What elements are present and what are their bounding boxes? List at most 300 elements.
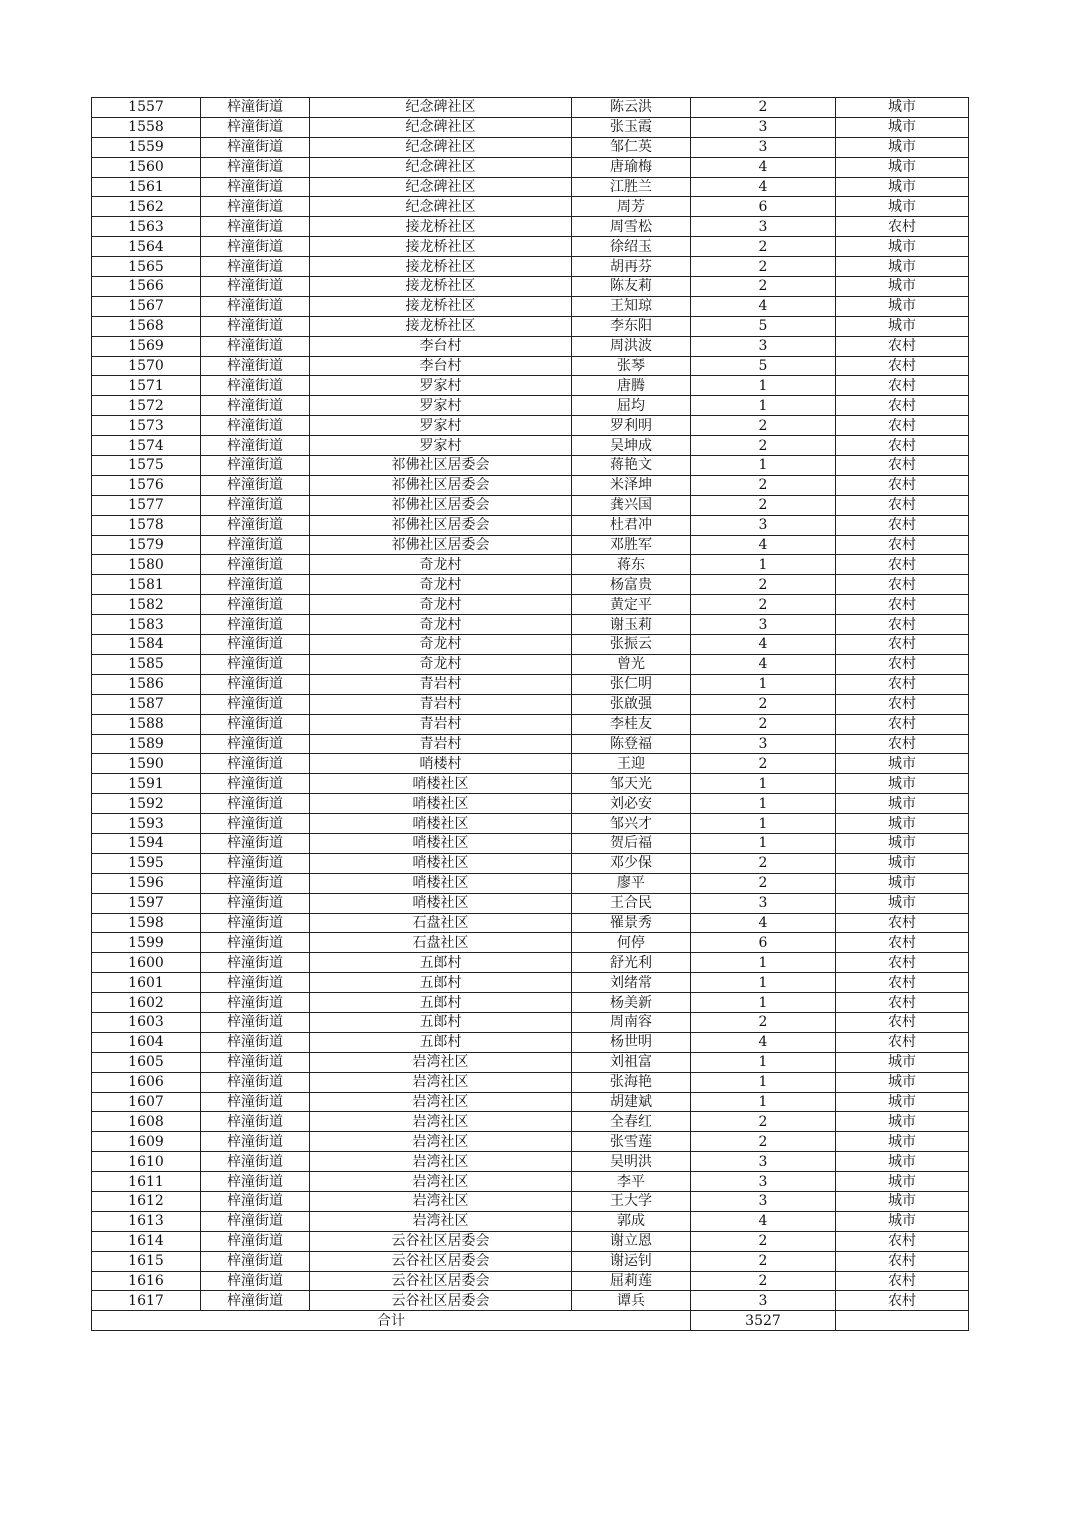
table-row: [92, 1191, 969, 1211]
street-cell: 梓潼街道: [201, 217, 310, 237]
serial-cell: 1614: [92, 1231, 201, 1251]
table-row: [92, 356, 969, 376]
table-row: [92, 1231, 969, 1251]
name-cell: 胡再芬: [572, 257, 691, 277]
count-cell: 1: [691, 555, 836, 575]
count-cell: 3: [691, 1191, 836, 1211]
count-cell: 2: [691, 575, 836, 595]
type-cell: 城市: [836, 1191, 969, 1211]
type-cell: 农村: [836, 674, 969, 694]
table-row: [92, 893, 969, 913]
table-row: [92, 953, 969, 973]
serial-cell: 1600: [92, 953, 201, 973]
table-row: [92, 416, 969, 436]
street-cell: 梓潼街道: [201, 1152, 310, 1172]
table-row: [92, 336, 969, 356]
type-cell: 城市: [836, 1132, 969, 1152]
count-cell: 2: [691, 754, 836, 774]
type-cell: 城市: [836, 157, 969, 177]
serial-cell: 1583: [92, 615, 201, 635]
type-cell: 农村: [836, 217, 969, 237]
name-cell: 曾光: [572, 654, 691, 674]
type-cell: 农村: [836, 694, 969, 714]
name-cell: 张雪莲: [572, 1132, 691, 1152]
type-cell: 城市: [836, 774, 969, 794]
count-cell: 3: [691, 1291, 836, 1311]
type-cell: 城市: [836, 1072, 969, 1092]
table-row: [92, 555, 969, 575]
count-cell: 3: [691, 515, 836, 535]
community-cell: 哨楼社区: [310, 873, 572, 893]
street-cell: 梓潼街道: [201, 794, 310, 814]
community-cell: 接龙桥社区: [310, 316, 572, 336]
name-cell: 王合民: [572, 893, 691, 913]
type-cell: 城市: [836, 794, 969, 814]
serial-cell: 1574: [92, 436, 201, 456]
name-cell: 米泽坤: [572, 475, 691, 495]
serial-cell: 1608: [92, 1112, 201, 1132]
table-row: [92, 853, 969, 873]
type-cell: 城市: [836, 1172, 969, 1192]
count-cell: 2: [691, 595, 836, 615]
name-cell: 全春红: [572, 1112, 691, 1132]
street-cell: 梓潼街道: [201, 953, 310, 973]
street-cell: 梓潼街道: [201, 456, 310, 476]
street-cell: 梓潼街道: [201, 1052, 310, 1072]
table-row: [92, 1271, 969, 1291]
community-cell: 岩湾社区: [310, 1191, 572, 1211]
name-cell: 江胜兰: [572, 177, 691, 197]
street-cell: 梓潼街道: [201, 98, 310, 118]
table-row: [92, 833, 969, 853]
table-row: [92, 1012, 969, 1032]
serial-cell: 1598: [92, 913, 201, 933]
community-cell: 纪念碑社区: [310, 98, 572, 118]
count-cell: 1: [691, 993, 836, 1013]
count-cell: 1: [691, 1052, 836, 1072]
community-cell: 岩湾社区: [310, 1052, 572, 1072]
community-cell: 岩湾社区: [310, 1112, 572, 1132]
community-cell: 哨楼社区: [310, 893, 572, 913]
count-cell: 1: [691, 794, 836, 814]
table-row: [92, 257, 969, 277]
type-cell: 城市: [836, 893, 969, 913]
count-cell: 6: [691, 197, 836, 217]
table-row: [92, 754, 969, 774]
community-cell: 罗家村: [310, 376, 572, 396]
name-cell: 周洪波: [572, 336, 691, 356]
serial-cell: 1585: [92, 654, 201, 674]
name-cell: 陈友莉: [572, 277, 691, 297]
count-cell: 4: [691, 913, 836, 933]
type-cell: 城市: [836, 1152, 969, 1172]
name-cell: 刘绪常: [572, 973, 691, 993]
serial-cell: 1577: [92, 495, 201, 515]
count-cell: 4: [691, 1211, 836, 1231]
community-cell: 青岩村: [310, 674, 572, 694]
street-cell: 梓潼街道: [201, 296, 310, 316]
table-row: [92, 1211, 969, 1231]
serial-cell: 1576: [92, 475, 201, 495]
serial-cell: 1592: [92, 794, 201, 814]
table-row: [92, 1251, 969, 1271]
street-cell: 梓潼街道: [201, 1092, 310, 1112]
serial-cell: 1566: [92, 277, 201, 297]
total-value: 3527: [691, 1311, 836, 1331]
street-cell: 梓潼街道: [201, 774, 310, 794]
street-cell: 梓潼街道: [201, 754, 310, 774]
community-cell: 奇龙村: [310, 635, 572, 655]
table-row: [92, 475, 969, 495]
community-cell: 石盘社区: [310, 933, 572, 953]
serial-cell: 1571: [92, 376, 201, 396]
community-cell: 五郎村: [310, 993, 572, 1013]
serial-cell: 1602: [92, 993, 201, 1013]
serial-cell: 1597: [92, 893, 201, 913]
serial-cell: 1586: [92, 674, 201, 694]
community-cell: 哨楼社区: [310, 794, 572, 814]
table-row: [92, 993, 969, 1013]
count-cell: 3: [691, 1152, 836, 1172]
name-cell: 张啟强: [572, 694, 691, 714]
type-cell: 农村: [836, 535, 969, 555]
name-cell: 周雪松: [572, 217, 691, 237]
street-cell: 梓潼街道: [201, 993, 310, 1013]
count-cell: 2: [691, 436, 836, 456]
street-cell: 梓潼街道: [201, 893, 310, 913]
type-cell: 城市: [836, 833, 969, 853]
type-cell: 农村: [836, 1231, 969, 1251]
community-cell: 李台村: [310, 356, 572, 376]
name-cell: 吴坤成: [572, 436, 691, 456]
type-cell: 农村: [836, 635, 969, 655]
community-cell: 奇龙村: [310, 615, 572, 635]
type-cell: 城市: [836, 137, 969, 157]
type-cell: 农村: [836, 456, 969, 476]
community-cell: 青岩村: [310, 694, 572, 714]
community-cell: 五郎村: [310, 1032, 572, 1052]
serial-cell: 1609: [92, 1132, 201, 1152]
serial-cell: 1563: [92, 217, 201, 237]
count-cell: 4: [691, 157, 836, 177]
name-cell: 郭成: [572, 1211, 691, 1231]
street-cell: 梓潼街道: [201, 157, 310, 177]
table-row: [92, 654, 969, 674]
table-row: [92, 615, 969, 635]
name-cell: 谢立恩: [572, 1231, 691, 1251]
count-cell: 1: [691, 674, 836, 694]
table-body: [92, 98, 969, 1311]
street-cell: 梓潼街道: [201, 913, 310, 933]
name-cell: 李平: [572, 1172, 691, 1192]
name-cell: 黄定平: [572, 595, 691, 615]
serial-cell: 1568: [92, 316, 201, 336]
name-cell: 李桂友: [572, 714, 691, 734]
community-cell: 祁佛社区居委会: [310, 535, 572, 555]
table-row: [92, 237, 969, 257]
type-cell: 农村: [836, 913, 969, 933]
name-cell: 邹天光: [572, 774, 691, 794]
table-row: [92, 575, 969, 595]
name-cell: 吴明洪: [572, 1152, 691, 1172]
street-cell: 梓潼街道: [201, 873, 310, 893]
street-cell: 梓潼街道: [201, 416, 310, 436]
count-cell: 2: [691, 416, 836, 436]
street-cell: 梓潼街道: [201, 495, 310, 515]
community-cell: 纪念碑社区: [310, 117, 572, 137]
community-cell: 岩湾社区: [310, 1172, 572, 1192]
type-cell: 农村: [836, 1251, 969, 1271]
street-cell: 梓潼街道: [201, 1271, 310, 1291]
community-cell: 五郎村: [310, 953, 572, 973]
community-cell: 岩湾社区: [310, 1152, 572, 1172]
count-cell: 5: [691, 356, 836, 376]
count-cell: 5: [691, 316, 836, 336]
serial-cell: 1613: [92, 1211, 201, 1231]
name-cell: 周南容: [572, 1012, 691, 1032]
name-cell: 杨美新: [572, 993, 691, 1013]
street-cell: 梓潼街道: [201, 237, 310, 257]
serial-cell: 1594: [92, 833, 201, 853]
street-cell: 梓潼街道: [201, 694, 310, 714]
street-cell: 梓潼街道: [201, 853, 310, 873]
type-cell: 农村: [836, 933, 969, 953]
street-cell: 梓潼街道: [201, 833, 310, 853]
table-row: [92, 495, 969, 515]
type-cell: 农村: [836, 973, 969, 993]
street-cell: 梓潼街道: [201, 396, 310, 416]
count-cell: 2: [691, 1231, 836, 1251]
table-row: [92, 197, 969, 217]
total-type: [836, 1311, 969, 1331]
serial-cell: 1573: [92, 416, 201, 436]
street-cell: 梓潼街道: [201, 1211, 310, 1231]
type-cell: 城市: [836, 853, 969, 873]
name-cell: 刘必安: [572, 794, 691, 814]
type-cell: 农村: [836, 575, 969, 595]
type-cell: 城市: [836, 754, 969, 774]
street-cell: 梓潼街道: [201, 555, 310, 575]
street-cell: 梓潼街道: [201, 1172, 310, 1192]
count-cell: 1: [691, 1092, 836, 1112]
table-row: [92, 217, 969, 237]
serial-cell: 1562: [92, 197, 201, 217]
count-cell: 3: [691, 734, 836, 754]
type-cell: 城市: [836, 316, 969, 336]
table-row: [92, 1132, 969, 1152]
street-cell: 梓潼街道: [201, 1231, 310, 1251]
name-cell: 屈莉莲: [572, 1271, 691, 1291]
name-cell: 张琴: [572, 356, 691, 376]
table-row: [92, 913, 969, 933]
count-cell: 2: [691, 495, 836, 515]
community-cell: 纪念碑社区: [310, 157, 572, 177]
count-cell: 2: [691, 714, 836, 734]
serial-cell: 1558: [92, 117, 201, 137]
table-row: [92, 515, 969, 535]
community-cell: 哨楼社区: [310, 833, 572, 853]
count-cell: 2: [691, 475, 836, 495]
community-cell: 接龙桥社区: [310, 237, 572, 257]
count-cell: 3: [691, 615, 836, 635]
count-cell: 4: [691, 654, 836, 674]
serial-cell: 1572: [92, 396, 201, 416]
community-cell: 接龙桥社区: [310, 277, 572, 297]
count-cell: 2: [691, 873, 836, 893]
serial-cell: 1610: [92, 1152, 201, 1172]
community-cell: 云谷社区居委会: [310, 1271, 572, 1291]
count-cell: 1: [691, 774, 836, 794]
table-row: [92, 396, 969, 416]
serial-cell: 1615: [92, 1251, 201, 1271]
table-row: [92, 177, 969, 197]
serial-cell: 1584: [92, 635, 201, 655]
serial-cell: 1589: [92, 734, 201, 754]
serial-cell: 1599: [92, 933, 201, 953]
type-cell: 农村: [836, 1012, 969, 1032]
name-cell: 杨世明: [572, 1032, 691, 1052]
name-cell: 张玉霞: [572, 117, 691, 137]
type-cell: 城市: [836, 296, 969, 316]
street-cell: 梓潼街道: [201, 376, 310, 396]
type-cell: 城市: [836, 277, 969, 297]
serial-cell: 1575: [92, 456, 201, 476]
count-cell: 3: [691, 336, 836, 356]
street-cell: 梓潼街道: [201, 674, 310, 694]
community-cell: 哨楼社区: [310, 814, 572, 834]
type-cell: 城市: [836, 1092, 969, 1112]
serial-cell: 1595: [92, 853, 201, 873]
community-cell: 罗家村: [310, 396, 572, 416]
community-cell: 接龙桥社区: [310, 257, 572, 277]
street-cell: 梓潼街道: [201, 615, 310, 635]
table-row: [92, 376, 969, 396]
type-cell: 城市: [836, 237, 969, 257]
type-cell: 农村: [836, 475, 969, 495]
street-cell: 梓潼街道: [201, 277, 310, 297]
count-cell: 1: [691, 973, 836, 993]
count-cell: 2: [691, 1251, 836, 1271]
street-cell: 梓潼街道: [201, 475, 310, 495]
serial-cell: 1578: [92, 515, 201, 535]
street-cell: 梓潼街道: [201, 1191, 310, 1211]
street-cell: 梓潼街道: [201, 1132, 310, 1152]
total-row: [92, 1311, 969, 1331]
name-cell: 谢运钊: [572, 1251, 691, 1271]
street-cell: 梓潼街道: [201, 1112, 310, 1132]
name-cell: 陈云洪: [572, 98, 691, 118]
serial-cell: 1579: [92, 535, 201, 555]
serial-cell: 1564: [92, 237, 201, 257]
count-cell: 3: [691, 893, 836, 913]
total-label: 合计: [92, 1311, 691, 1331]
count-cell: 2: [691, 1012, 836, 1032]
street-cell: 梓潼街道: [201, 535, 310, 555]
name-cell: 舒光利: [572, 953, 691, 973]
table-row: [92, 277, 969, 297]
table-row: [92, 635, 969, 655]
type-cell: 农村: [836, 336, 969, 356]
count-cell: 3: [691, 217, 836, 237]
street-cell: 梓潼街道: [201, 595, 310, 615]
name-cell: 廖平: [572, 873, 691, 893]
community-cell: 奇龙村: [310, 595, 572, 615]
count-cell: 4: [691, 1032, 836, 1052]
community-cell: 罗家村: [310, 416, 572, 436]
community-cell: 祁佛社区居委会: [310, 495, 572, 515]
table-row: [92, 774, 969, 794]
table-row: [92, 137, 969, 157]
type-cell: 农村: [836, 396, 969, 416]
community-cell: 岩湾社区: [310, 1211, 572, 1231]
count-cell: 1: [691, 833, 836, 853]
type-cell: 农村: [836, 416, 969, 436]
street-cell: 梓潼街道: [201, 635, 310, 655]
table-row: [92, 1112, 969, 1132]
count-cell: 4: [691, 635, 836, 655]
community-cell: 罗家村: [310, 436, 572, 456]
type-cell: 城市: [836, 197, 969, 217]
name-cell: 刘祖富: [572, 1052, 691, 1072]
type-cell: 农村: [836, 654, 969, 674]
community-cell: 祁佛社区居委会: [310, 456, 572, 476]
table-row: [92, 296, 969, 316]
type-cell: 城市: [836, 177, 969, 197]
count-cell: 4: [691, 177, 836, 197]
count-cell: 2: [691, 853, 836, 873]
table-row: [92, 674, 969, 694]
serial-cell: 1606: [92, 1072, 201, 1092]
name-cell: 邹仁英: [572, 137, 691, 157]
community-cell: 五郎村: [310, 1012, 572, 1032]
type-cell: 城市: [836, 98, 969, 118]
community-cell: 云谷社区居委会: [310, 1291, 572, 1311]
street-cell: 梓潼街道: [201, 197, 310, 217]
count-cell: 2: [691, 1271, 836, 1291]
street-cell: 梓潼街道: [201, 356, 310, 376]
type-cell: 农村: [836, 993, 969, 1013]
count-cell: 1: [691, 456, 836, 476]
table-row: [92, 714, 969, 734]
name-cell: 罹景秀: [572, 913, 691, 933]
name-cell: 陈登福: [572, 734, 691, 754]
serial-cell: 1596: [92, 873, 201, 893]
street-cell: 梓潼街道: [201, 1251, 310, 1271]
street-cell: 梓潼街道: [201, 336, 310, 356]
count-cell: 4: [691, 535, 836, 555]
type-cell: 农村: [836, 376, 969, 396]
name-cell: 蒋艳文: [572, 456, 691, 476]
count-cell: 3: [691, 117, 836, 137]
name-cell: 杨富贵: [572, 575, 691, 595]
count-cell: 3: [691, 1172, 836, 1192]
street-cell: 梓潼街道: [201, 117, 310, 137]
street-cell: 梓潼街道: [201, 1072, 310, 1092]
table-row: [92, 873, 969, 893]
type-cell: 农村: [836, 1291, 969, 1311]
community-cell: 五郎村: [310, 973, 572, 993]
type-cell: 城市: [836, 257, 969, 277]
street-cell: 梓潼街道: [201, 734, 310, 754]
name-cell: 李东阳: [572, 316, 691, 336]
count-cell: 4: [691, 296, 836, 316]
count-cell: 2: [691, 694, 836, 714]
type-cell: 农村: [836, 356, 969, 376]
name-cell: 何停: [572, 933, 691, 953]
table-row: [92, 1092, 969, 1112]
name-cell: 张仁明: [572, 674, 691, 694]
street-cell: 梓潼街道: [201, 1032, 310, 1052]
